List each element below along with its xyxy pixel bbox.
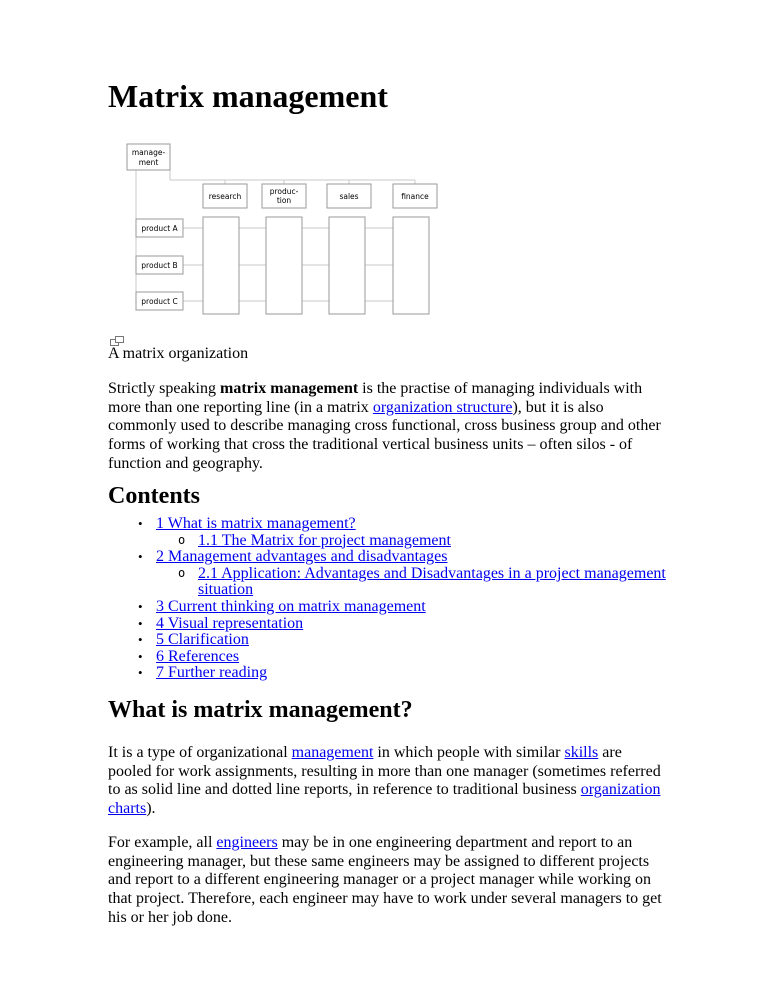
toc-item: [108, 549, 668, 566]
toc-item: [108, 516, 668, 533]
column-label: finance: [401, 192, 429, 201]
text: It is a type of organizational: [108, 744, 292, 761]
column-header-research: [203, 184, 247, 208]
column-header-finance: [393, 184, 437, 208]
management-label-2: ment: [138, 158, 159, 167]
row-product-c: [136, 292, 183, 310]
column-label: research: [208, 192, 242, 201]
text: is the practise of managing individuals with more than one reporting line (in a matrix: [108, 380, 643, 416]
link-engineers[interactable]: engineers: [216, 834, 278, 851]
column-header-production: [262, 184, 306, 208]
column-label-line-1: produc-: [269, 187, 299, 196]
column-label: sales: [339, 192, 359, 201]
text: ).: [146, 800, 156, 818]
management-box: [127, 144, 170, 170]
toc-item: [108, 649, 668, 666]
toc-link[interactable]: 2.1 Application: Advantages and Disadvantages in a project management situation: [198, 564, 666, 599]
toc-item: [108, 616, 668, 633]
link-organization-charts[interactable]: organization charts: [108, 781, 661, 818]
toc-link[interactable]: 5 Clarification: [156, 631, 249, 649]
image-caption: A matrix organization: [108, 345, 249, 362]
row-product-b: [136, 256, 183, 274]
text: in which people with similar: [373, 744, 565, 761]
toc-link[interactable]: 1 What is matrix management?: [156, 515, 356, 532]
toc-item: [108, 599, 668, 616]
toc-item: [108, 533, 668, 550]
toc-item: [108, 632, 668, 649]
toc-link[interactable]: 1.1 The Matrix for project management: [198, 531, 451, 549]
row-product-a: [136, 219, 183, 237]
column-label-line-2: tion: [276, 196, 292, 205]
table-of-contents: [108, 516, 668, 682]
text: ), but it is also commonly used to describe managing cross functional, cross business group and other forms of working that cross the traditional vertical business units – often silos - of function and geography.: [108, 398, 661, 472]
toc-link[interactable]: 6 References: [156, 647, 240, 665]
paragraph: [108, 834, 668, 928]
row-label: product A: [141, 224, 178, 233]
page-title: Matrix management: [108, 78, 388, 114]
link-organization-structure[interactable]: organization structure: [372, 398, 513, 416]
link-skills[interactable]: skills: [564, 744, 599, 761]
row-label: product C: [141, 297, 178, 306]
row-label: product B: [141, 261, 178, 270]
toc-link[interactable]: 7 Further reading: [156, 664, 268, 682]
toc-link[interactable]: 4 Visual representation: [156, 614, 304, 632]
bold-term: matrix management: [219, 380, 359, 397]
contents-heading: Contents: [108, 483, 201, 509]
text: For example, all: [108, 834, 217, 851]
paragraph: [108, 744, 668, 819]
toc-item: [108, 665, 668, 682]
toc-link[interactable]: 3 Current thinking on matrix management: [156, 597, 426, 615]
text: are pooled for work assignments, resulting in more than one manager (sometimes referred to as solid line and dotted line reports, in reference to traditional business: [108, 744, 661, 799]
management-label-1: manage-: [131, 148, 166, 157]
intro-paragraph: [108, 380, 668, 474]
section-heading: What is matrix management?: [108, 697, 413, 723]
text: Strictly speaking: [108, 380, 220, 397]
text: may be in one engineering department and report to an engineering manager, but these same engineers may be assigned to different projects and report to a different engineering manager or a project manager while working on that project. Therefore, each engineer may have to work under several managers to get his or her job done.: [108, 834, 662, 926]
column-header-sales: [327, 184, 371, 208]
matrix-organization-diagram: [126, 143, 444, 315]
toc-item: [108, 566, 668, 599]
link-management[interactable]: management: [291, 744, 374, 761]
toc-link[interactable]: 2 Management advantages and disadvantages: [156, 548, 448, 566]
